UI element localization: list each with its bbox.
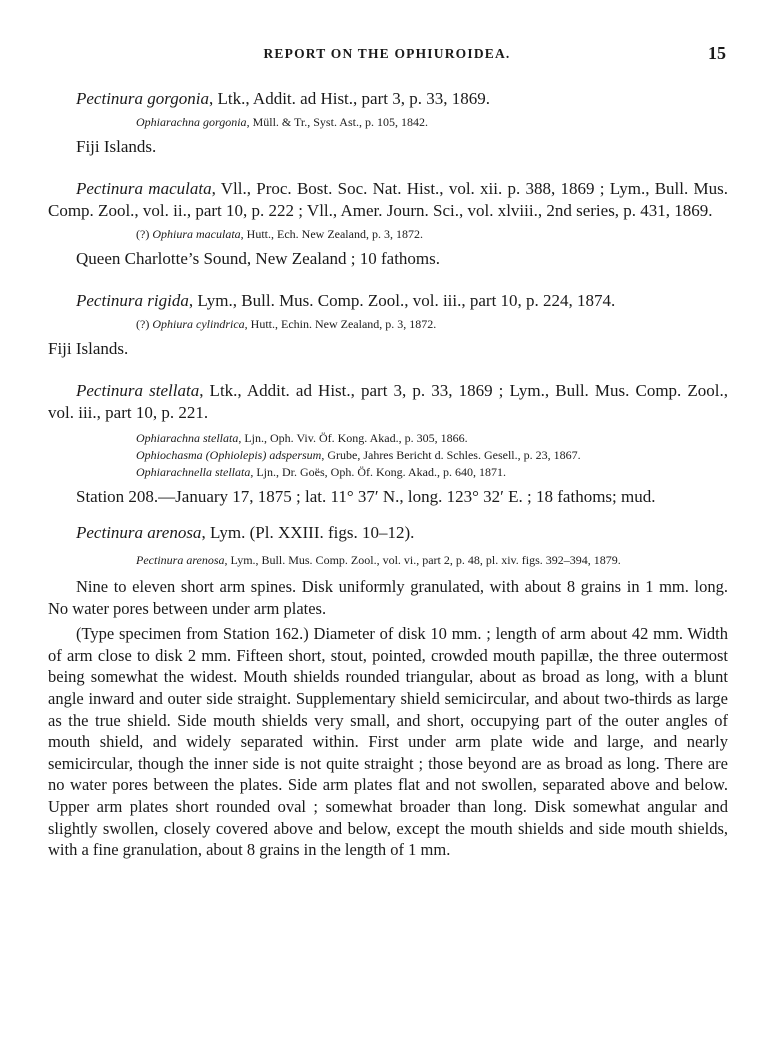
synonym-ref: , Hutt., Echin. New Zealand, p. 3, 1872. [244,317,437,331]
species-heading [48,88,728,110]
description-paragraph: Nine to eleven short arm spines. Disk uniformly granulated, with about 8 grains in 1 mm. long. No water pores between under arm plates. [48,577,728,618]
synonym-name: Ophiarachnella stellata [136,465,251,479]
species-citation: , Vll., Proc. Bost. Soc. Nat. Hist., vol. xii. p. 388, 1869 ; Lym., Bull. Mus. Comp. Zool., vol. ii., part 10, p. 222 ; Vll., Amer. Journ. Sci., vol. xlviii., 2nd series, p. 431, 1869. [48,179,729,220]
locality: Fiji Islands. [48,339,129,358]
species-name: Pectinura stellata [76,381,200,400]
locality: Fiji Islands. [76,137,157,156]
synonym-name: Ophiarachna gorgonia [136,115,247,129]
species-name: Pectinura gorgonia [76,89,209,108]
species-name: Pectinura maculata [76,179,212,198]
description-paragraph: (Type specimen from Station 162.) Diameter of disk 10 mm. ; length of arm about 42 mm. Width of arm close to disk 2 mm. Fifteen short, stout, pointed, crowded mouth papillæ, the three outermost being somewhat the widest. Mouth shields rounded triangular, about as broad as long, with a blunt angle inward and outer side straight. Supplementary shield semicircular, and about two-thirds as large as the true shield. Side mouth shields very small, and short, occupying part of the outer angles of mouth shield, and widely separated within. First under arm plate wide and large, and nearly semicircular, though the inner side is not quite straight ; those beyond are as broad as long. There are no water pores between the plates. Side arm plates flat and not swollen, separated above and below. Upper arm plates short rounded oval ; somewhat broader than long. Disk somewhat angular and slightly swollen, closely covered above and below, except the mouth shields and side mouth shields, with a fine granulation, about 8 grains in the length of 1 mm. [48,624,728,860]
species-heading [48,522,728,544]
synonym-prefix: (?) [136,317,153,331]
synonym-ref: , Ljn., Dr. Goës, Oph. Öf. Kong. Akad., p. 640, 1871. [250,465,506,479]
species-entry [48,88,728,158]
synonym-line [48,447,728,463]
station-record: Station 208.—January 17, 1875 ; lat. 11° 37′ N., long. 123° 32′ E. ; 18 fathoms; mud. [76,487,656,506]
synonym-name: Ophiochasma (Ophiolepis) adspersum [136,448,322,462]
synonym-name: Ophiura cylindrica [152,317,245,331]
species-citation: , Lym. (Pl. XXIII. figs. 10–12). [201,523,415,542]
running-head: REPORT ON THE OPHIUROIDEA. [263,46,511,61]
synonym-name: Pectinura arenosa [136,553,225,567]
species-name: Pectinura arenosa [76,523,202,542]
locality: Queen Charlotte’s Sound, New Zealand ; 10 fathoms. [76,249,441,268]
synonym-line [48,464,728,480]
synonym-ref: , Grube, Jahres Bericht d. Schles. Gesell., p. 23, 1867. [321,448,581,462]
species-entry-arenosa [48,522,728,861]
synonym-name: Ophiura maculata [152,227,241,241]
synonym-ref: , Lym., Bull. Mus. Comp. Zool., vol. vi., part 2, p. 48, pl. xiv. figs. 392–394, 1879. [224,553,621,567]
species-entry [48,290,728,360]
page-header [48,43,726,68]
synonym-line [48,316,728,332]
synonym-ref: , Müll. & Tr., Syst. Ast., p. 105, 1842. [246,115,428,129]
species-entry [48,380,728,508]
species-heading [48,380,728,424]
page-number: 15 [708,43,726,63]
synonym-line [48,430,728,446]
species-citation: , Ltk., Addit. ad Hist., part 3, p. 33, 1869 ; Lym., Bull. Mus. Comp. Zool., vol. iii., part 10, p. 221. [48,381,728,422]
synonym-line [48,226,728,242]
species-heading [48,178,728,222]
synonym-prefix: (?) [136,227,153,241]
species-citation: , Lym., Bull. Mus. Comp. Zool., vol. iii., part 10, p. 224, 1874. [188,291,616,310]
synonym-ref: , Hutt., Ech. New Zealand, p. 3, 1872. [240,227,423,241]
species-entry [48,178,728,270]
page-body [48,88,728,861]
synonym-line [48,114,728,130]
synonym-name: Ophiarachna stellata [136,431,239,445]
synonym-ref: , Ljn., Oph. Viv. Öf. Kong. Akad., p. 305, 1866. [238,431,468,445]
species-heading [48,290,728,312]
species-citation: , Ltk., Addit. ad Hist., part 3, p. 33, 1869. [209,89,490,108]
species-name: Pectinura rigida [76,291,189,310]
synonym-line [48,552,728,568]
